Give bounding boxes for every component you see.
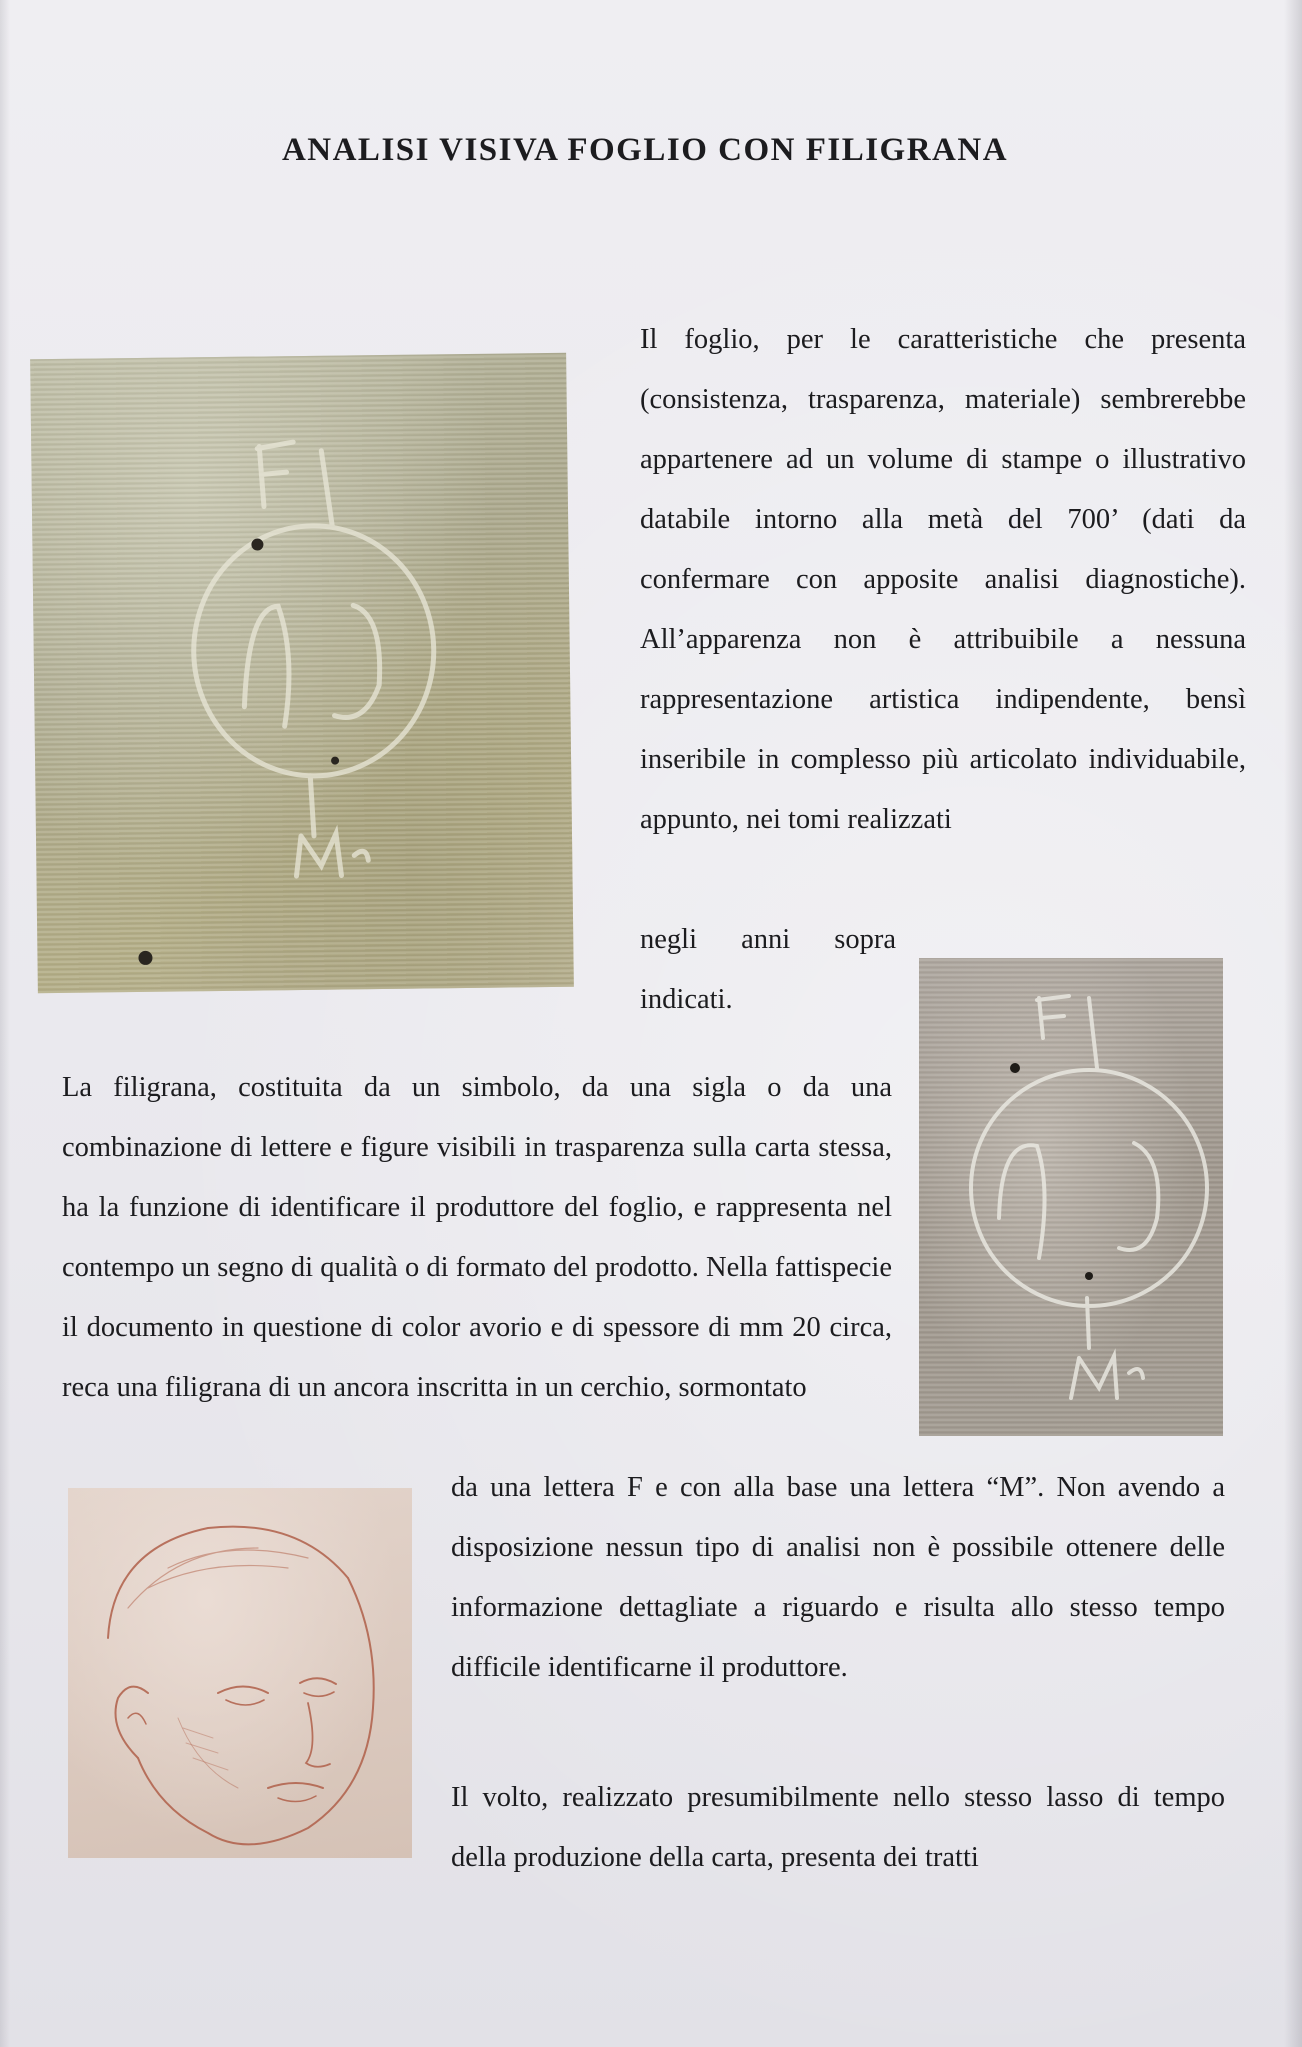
paragraph-intro: Il foglio, per le caratteristiche che presenta (consistenza, trasparenza, materiale) sembrerebbe appartenere ad un volume di stampe o illustrativo databile intorno alla metà del 700’ (dati da confermare con apposite analisi diagnostiche). All’apparenza non è attribuibile a nessuna rappresentazione artistica indipendente, bensì inseribile in complesso più articolato individuabile, appunto, nei tomi realizzati xyxy=(640,324,1246,835)
paragraph-face-description: Il volto, realizzato presumibilmente nello stesso lasso di tempo della produzione della carta, presenta dei tratti xyxy=(451,1782,1225,1873)
watermark-photo-small xyxy=(919,958,1223,1436)
page-edge-shadow-right xyxy=(1284,0,1302,2047)
paragraph-watermark-letters: da una lettera F e con alla base una lettera “M”. Non avendo a disposizione nessun tipo di analisi non è possibile ottenere delle informazione dettagliate a riguardo e risulta allo stesso tempo difficile identificarne il produttore. xyxy=(451,1472,1225,1683)
paragraph-intro-end: negli anni sopra indicati. xyxy=(640,924,896,1015)
watermark-photo-large xyxy=(30,353,574,994)
page-title: ANALISI VISIVA FOGLIO CON FILIGRANA xyxy=(281,132,1009,168)
page-edge-shadow-left xyxy=(0,0,10,2047)
paragraph-watermark-description: La filigrana, costituita da un simbolo, da una sigla o da una combinazione di lettere e figure visibili in trasparenza sulla carta stessa, ha la funzione di identificare il produttore del foglio, e rappresenta nel contempo un segno di qualità o di formato del prodotto. Nella fattispecie il documento in questione di color avorio e di spessore di mm 20 circa, reca una filigrana di un ancora inscritta in un cerchio, sormontato xyxy=(62,1072,892,1403)
face-sketch-image xyxy=(68,1488,412,1858)
